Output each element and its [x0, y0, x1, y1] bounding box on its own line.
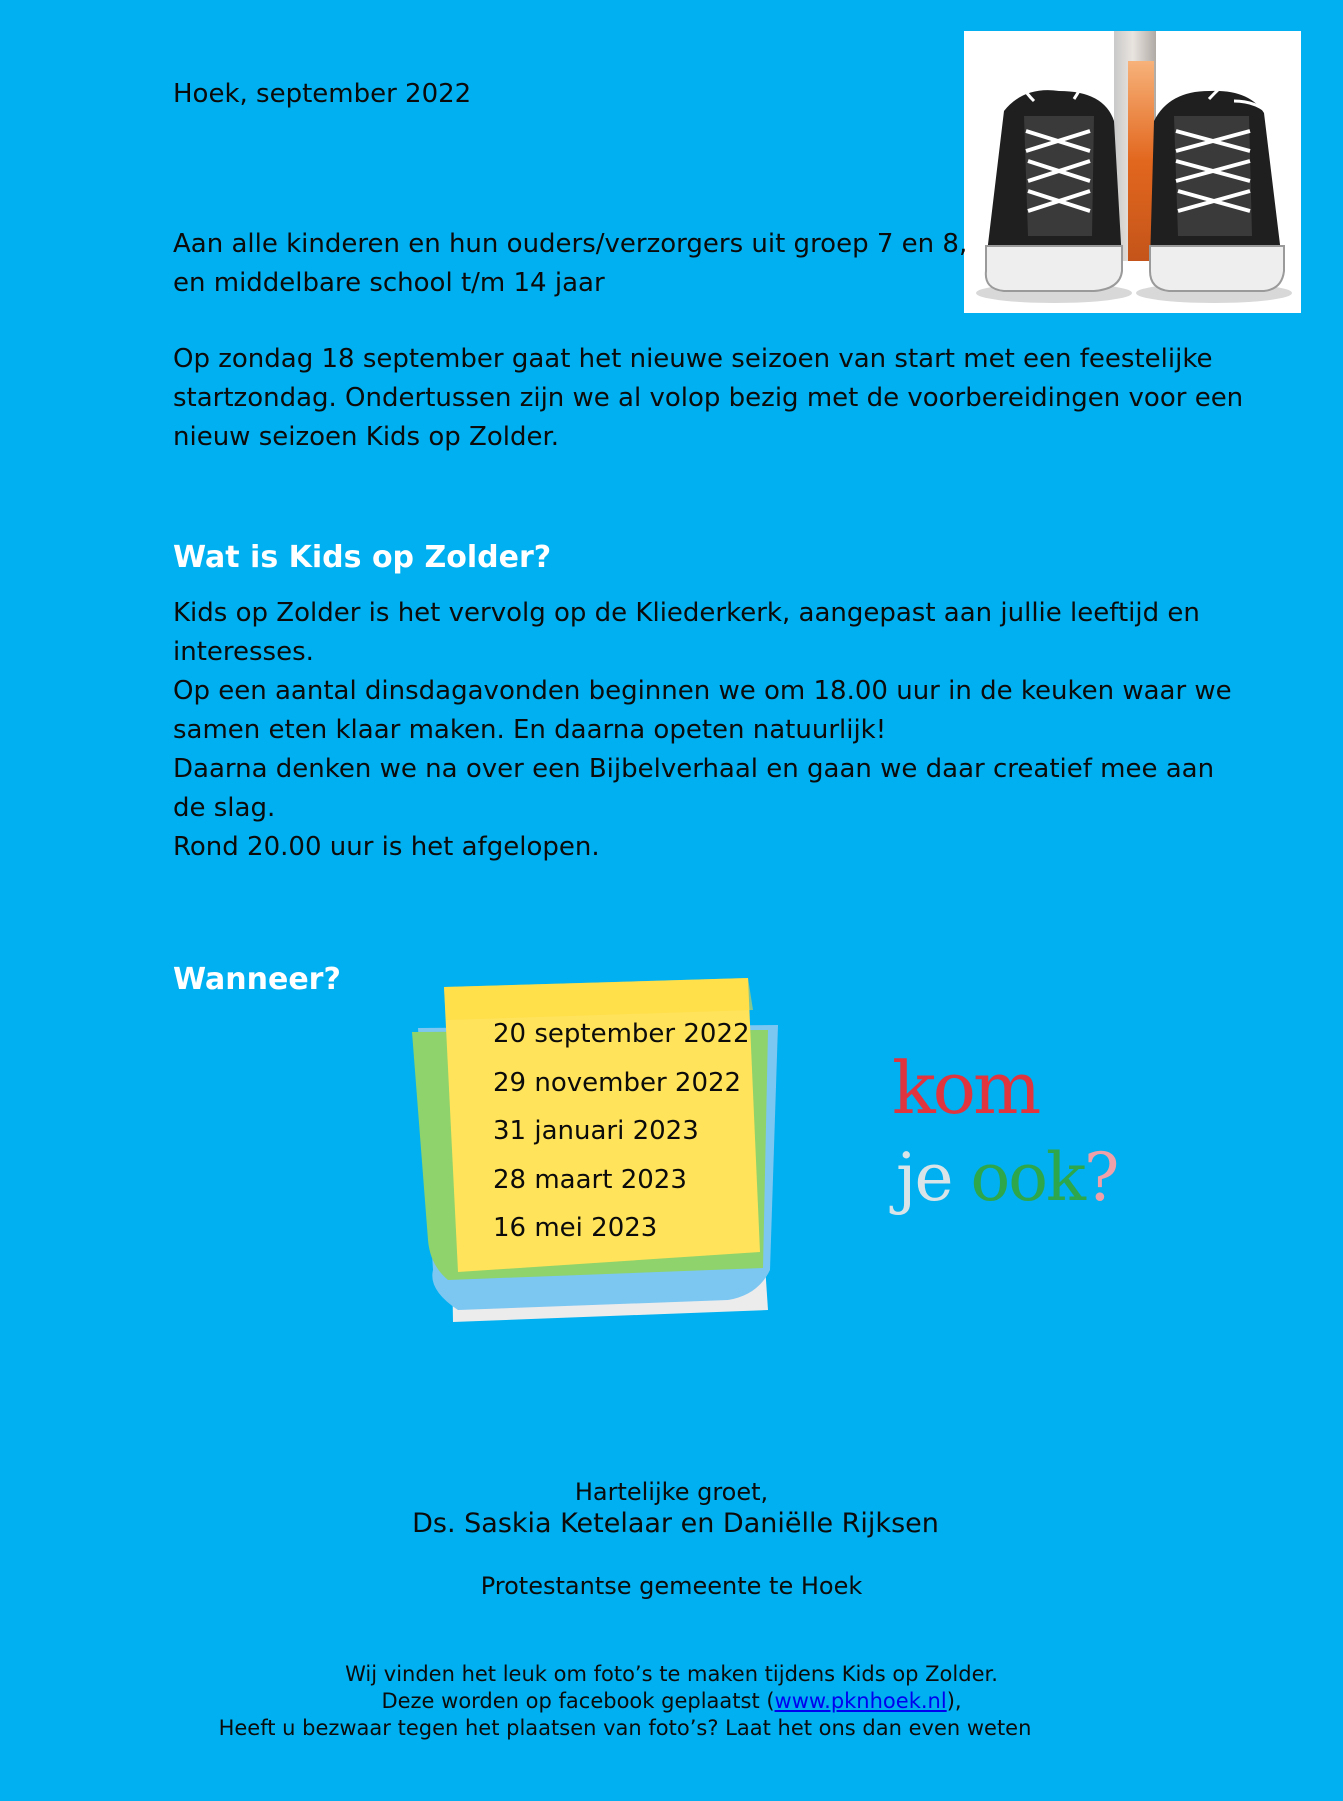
kom-word: kom	[892, 1046, 1039, 1130]
date-item-1: 20 september 2022	[493, 1019, 750, 1049]
what-heading: Wat is Kids op Zolder?	[173, 540, 552, 575]
date-item-2: 29 november 2022	[493, 1068, 742, 1098]
when-heading: Wanneer?	[173, 962, 341, 997]
je-word: je	[896, 1139, 971, 1216]
greeting: Hartelijke groet,	[574, 1478, 769, 1506]
what-line-6: de slag.	[173, 793, 276, 823]
footer-line-2-suffix: ),	[946, 1689, 962, 1713]
footer-line-1: Wij vinden het leuk om foto’s te maken tijdens Kids op Zolder.	[345, 1662, 998, 1686]
announcement-line-3: nieuw seizoen Kids op Zolder.	[173, 422, 560, 452]
sneakers-photo	[964, 31, 1301, 313]
what-line-1: Kids op Zolder is het vervolg op de Kliederkerk, aangepast aan jullie leeftijd en	[173, 598, 1200, 628]
footer-line-3: Heeft u bezwaar tegen het plaatsen van foto’s? Laat het ons dan even weten	[218, 1716, 1032, 1740]
what-line-7: Rond 20.00 uur is het afgelopen.	[173, 832, 600, 862]
announcement-line-1: Op zondag 18 september gaat het nieuwe seizoen van start met een feestelijke	[173, 344, 1213, 374]
footer-line-2-prefix: Deze worden op facebook geplaatst (	[381, 1689, 775, 1713]
footer-line-2	[0, 1688, 1343, 1715]
organisation: Protestantse gemeente te Hoek	[480, 1572, 863, 1600]
signatories: Ds. Saskia Ketelaar en Daniëlle Rijksen	[412, 1508, 939, 1539]
announcement-line-2: startzondag. Ondertussen zijn we al volop bezig met de voorbereidingen voor een	[173, 383, 1244, 413]
sticky-notes	[408, 970, 783, 1330]
sneakers-illustration	[964, 31, 1301, 313]
place-date: Hoek, september 2022	[173, 79, 472, 109]
website-link[interactable]: www.pknhoek.nl	[774, 1689, 947, 1713]
date-item-5: 16 mei 2023	[493, 1213, 658, 1243]
je-ook-line	[896, 1138, 1117, 1218]
date-item-4: 28 maart 2023	[493, 1165, 687, 1195]
question-mark: ?	[1083, 1139, 1118, 1216]
ook-word: ook	[970, 1139, 1084, 1216]
what-line-3: Op een aantal dinsdagavonden beginnen we om 18.00 uur in de keuken waar we	[173, 676, 1232, 706]
intro-line-2: en middelbare school t/m 14 jaar	[173, 268, 605, 298]
date-item-3: 31 januari 2023	[493, 1116, 699, 1146]
what-line-4: samen eten klaar maken. En daarna opeten natuurlijk!	[173, 715, 887, 745]
what-line-5: Daarna denken we na over een Bijbelverhaal en gaan we daar creatief mee aan	[173, 754, 1215, 784]
intro-line-1: Aan alle kinderen en hun ouders/verzorgers uit groep 7 en 8,	[173, 229, 968, 259]
what-line-2: interesses.	[173, 637, 314, 667]
kom-je-ook-lettering	[892, 1046, 1118, 1248]
